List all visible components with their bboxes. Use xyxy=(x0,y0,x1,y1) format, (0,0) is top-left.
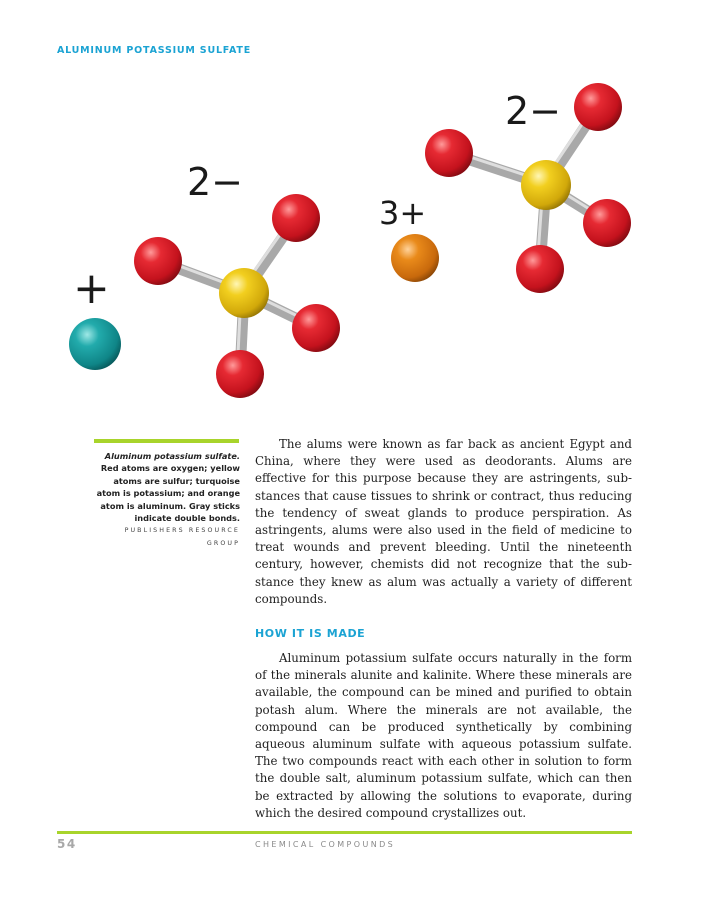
oxygen-atom xyxy=(292,304,340,352)
aluminum-atom xyxy=(391,234,439,282)
sulfur-atom xyxy=(219,268,269,318)
body-paragraph: Aluminum potassium sulfate occurs naturally in the form of the minerals alunite and kalinite. Where these minerals are available, the compound can be mined and purified to obtain potash alum. Where the minerals are not available, the compound can be produced synthetically by combining aqueous aluminum sulfate with aqueous potassium sulfate. The two compounds react with each other in solution to form the double salt, aluminum potassium sulfate, which can then be extracted by allowing the solutions to evaporate, during which the desired compound crystallizes out. xyxy=(255,651,632,820)
running-header: ALUMINUM POTASSIUM SULFATE xyxy=(57,45,251,56)
oxygen-atom xyxy=(583,199,631,247)
right-sulfate-charge-label: 2− xyxy=(505,89,562,133)
molecule-figure xyxy=(57,78,632,400)
caption-credit: PUBLISHERS RESOURCE GROUP xyxy=(124,527,240,547)
left-sulfate-charge-label: 2− xyxy=(187,160,244,204)
oxygen-atom xyxy=(425,129,473,177)
figure-caption xyxy=(92,450,240,550)
potassium-atom xyxy=(69,318,121,370)
sulfur-atom xyxy=(521,160,571,210)
body-paragraph: The alums were known as far back as ancient Egypt and China, where they were used as deodorants. Alums are effective for this purpose because they are astringents, substances that cause tissues to shrink or contract, thus reducing the tendency of sweat glands to produce perspiration. As astringents, alums were also used in the field of medicine to treat wounds and prevent bleeding. Until the nineteenth century, however, chemists did not recognize that the substance they knew as alum was actually a variety of different compounds. xyxy=(255,437,632,606)
footer-rule xyxy=(57,831,632,834)
oxygen-atom xyxy=(574,83,622,131)
caption-rule xyxy=(94,439,239,443)
aluminum-charge-label: 3+ xyxy=(379,194,427,232)
page-number: 54 xyxy=(57,837,77,851)
oxygen-atom xyxy=(134,237,182,285)
oxygen-atom xyxy=(216,350,264,398)
oxygen-atom xyxy=(516,245,564,293)
caption-body: Red atoms are oxygen; yellow atoms are sulfur; turquoise atom is potassium; and orange atom is aluminum. Gray sticks indicate double bonds. xyxy=(96,463,240,524)
caption-title: Aluminum potassium sulfate. xyxy=(104,451,240,461)
oxygen-atom xyxy=(272,194,320,242)
section-heading: HOW IT IS MADE xyxy=(255,627,366,640)
potassium-charge-label: + xyxy=(73,263,110,314)
footer-book-title: CHEMICAL COMPOUNDS xyxy=(255,840,396,849)
